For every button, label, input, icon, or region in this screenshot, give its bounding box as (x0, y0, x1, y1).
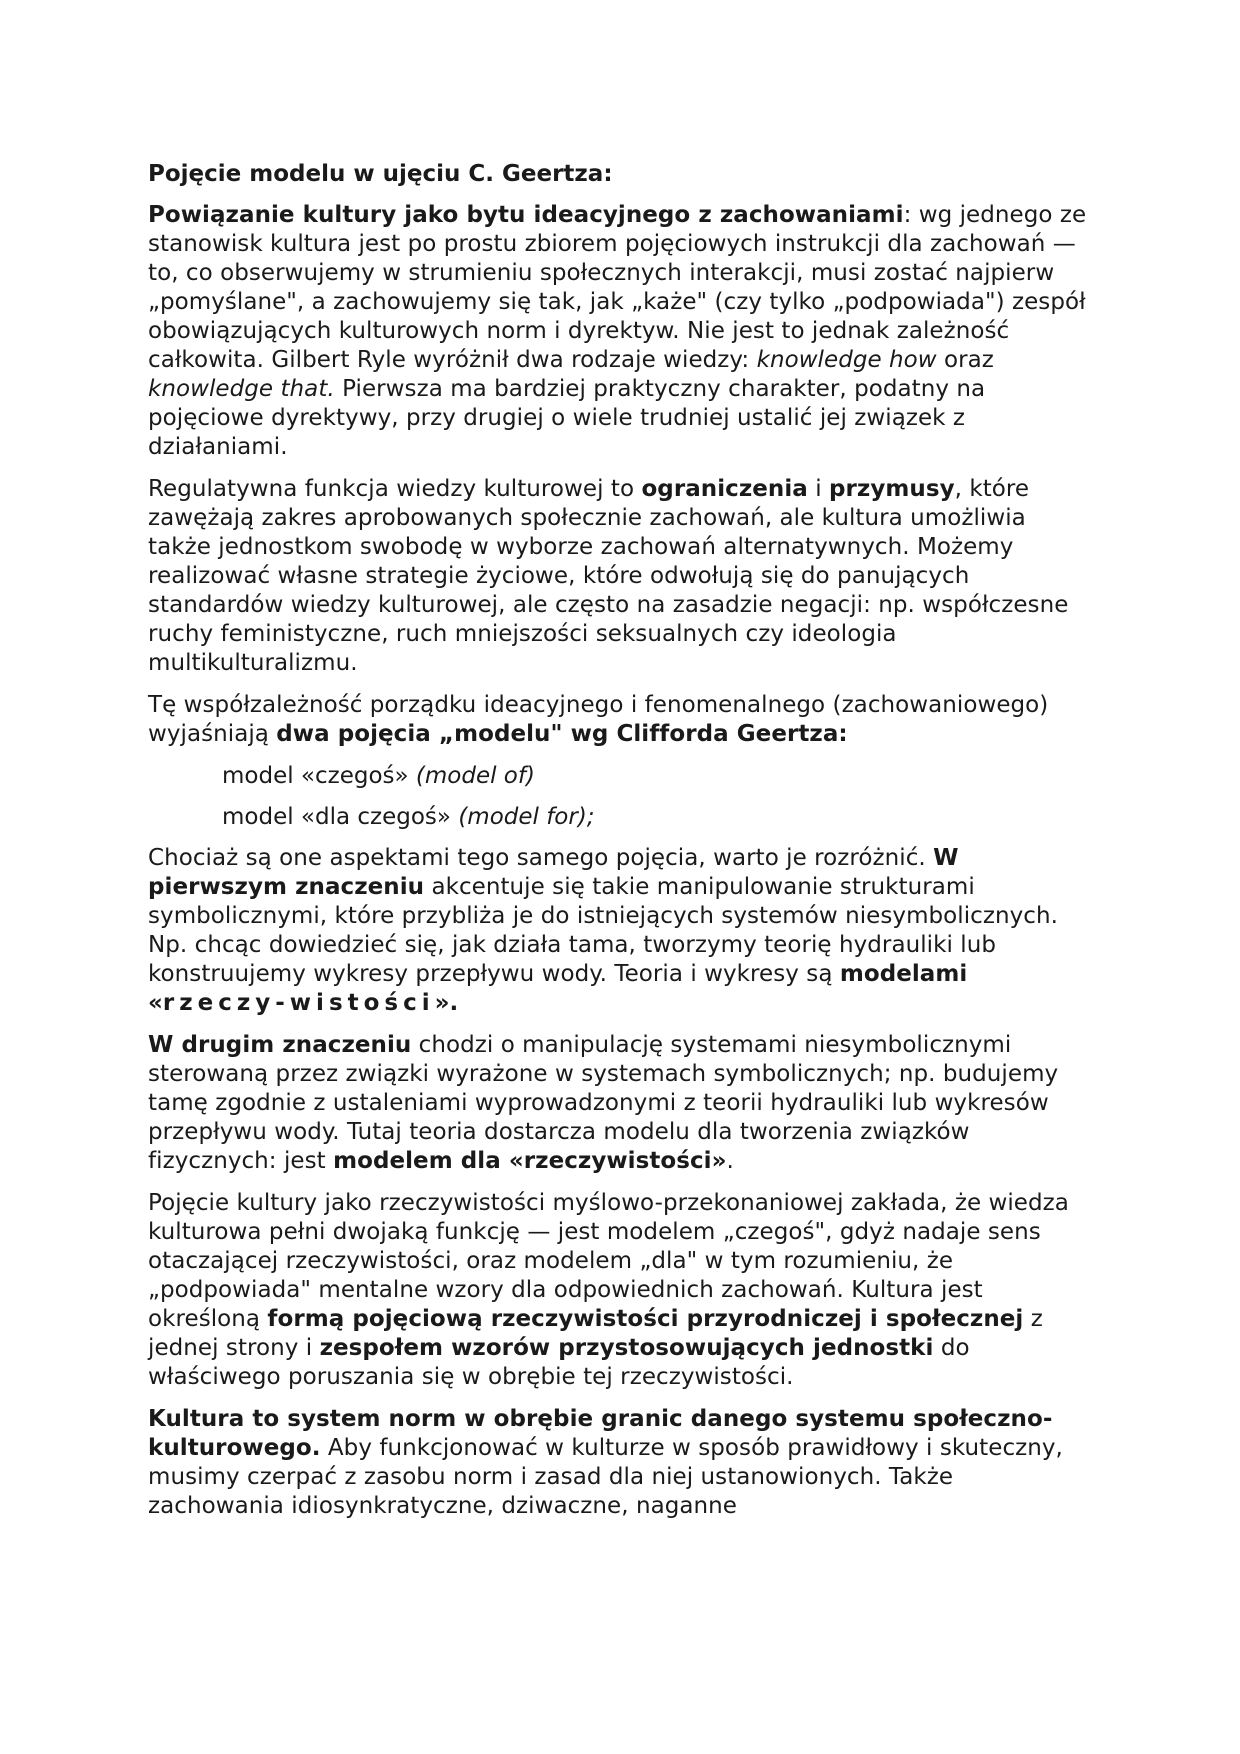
bold-phrase: W drugim znaczeniu (148, 1032, 412, 1058)
text-run: Aby funkcjonować w kulturze w sposób prawidłowy i skuteczny, musimy czerpać z zasobu norm i zasad dla niej ustanowionych. Także zachowania idiosynkratyczne, dziwaczne, naganne (148, 1435, 1063, 1519)
model-of-item (222, 762, 1092, 791)
text-run: Tę współzależność porządku ideacyjnego i fenomenalnego (zachowaniowego) wyjaśniają (148, 692, 1049, 747)
paragraph-second-meaning (148, 1031, 1092, 1176)
paragraph-dual-function (148, 1189, 1092, 1392)
text-run: , które zawężają zakres aprobowanych społecznie zachowań, ale kultura umożliwia także jednostkom swobodę w wyborze zachowań alternatywnych. Możemy realizować własne strategie życiowe, które odwołują się do panujących standardów wiedzy kulturowej, ale często na zasadzie negacji: np. współczesne ruchy feministyczne, ruch mniejszości seksualnych czy ideologia multikulturalizmu. (148, 476, 1069, 676)
italic-phrase: knowledge that. (148, 376, 335, 402)
text-run: . (726, 1148, 734, 1174)
bold-phrase: dwa pojęcia „modelu" wg Clifforda Geertza: (276, 721, 848, 747)
text-run: Pierwsza ma bardziej praktyczny charakter, podatny na pojęciowe dyrektywy, przy drugiej o wiele trudniej ustalić jej związek z działaniami. (148, 376, 986, 460)
text-run: Regulatywna funkcja wiedzy kulturowej to (148, 476, 642, 502)
text-run: oraz (936, 347, 994, 373)
bold-phrase: Kultura to system norm w obrębie granic danego systemu społeczno-kulturowego. (148, 1406, 1053, 1461)
bold-phrase: ograniczenia (641, 476, 808, 502)
model-for-item (222, 803, 1092, 832)
paragraph-behavior-link (148, 201, 1092, 462)
text-run: : wg jednego ze stanowisk kultura jest po prostu zbiorem pojęciowych instrukcji dla zachowań — to, co obserwujemy w strumieniu społecznych interakcji, musi zostać najpierw „pomyślane", a zachowujemy się tak, jak „każe" (czy tylko „podpowiada") zespół obowiązujących kulturowych norm i dyrektyw. Nie jest to jednak zależność całkowita. Gilbert Ryle wyróżnił dwa rodzaje wiedzy: (148, 202, 1087, 373)
bold-phrase: ». (434, 990, 459, 1016)
bold-phrase: zespołem wzorów przystosowujących jednostki (319, 1335, 934, 1361)
bold-phrase: W pierwszym znaczeniu (148, 845, 959, 900)
spaced-bold-phrase: rzeczy-wistości (162, 990, 435, 1016)
paragraph-norm-system (148, 1405, 1092, 1521)
document-title: Pojęcie modelu w ujęciu C. Geertza: (148, 161, 613, 187)
text-run: akcentuje się takie manipulowanie strukturami symbolicznymi, które przybliża je do istniejących systemów niesymbolicznych. Np. chcąc dowiedzieć się, jak działa tama, tworzymy teorię hydrauliki lub konstruujemy wykresy przepływu wody. Teoria i wykresy są (148, 874, 1058, 987)
paragraph-first-meaning (148, 844, 1092, 1018)
bold-phrase: Powiązanie kultury jako bytu ideacyjnego z zachowaniami (148, 202, 904, 228)
italic-phrase: knowledge how (756, 347, 937, 373)
paragraph-regulative-function (148, 475, 1092, 678)
text-run: Chociaż są one aspektami tego samego pojęcia, warto je rozróżnić. (148, 845, 934, 871)
bold-phrase: przymusy (829, 476, 955, 502)
bold-phrase: modelem dla «rzeczywistości» (333, 1148, 727, 1174)
bold-phrase: modelami « (148, 961, 968, 1016)
text-run: model «czegoś» (222, 763, 416, 789)
italic-phrase: (model of) (415, 763, 535, 789)
italic-phrase: (model for); (458, 804, 595, 830)
text-run: i (807, 476, 830, 502)
text-run: model «dla czegoś» (222, 804, 459, 830)
paragraph-interdependence (148, 691, 1092, 749)
text-run: Pojęcie kultury jako rzeczywistości myślowo-przekonaniowej zakłada, że wiedza kulturowa pełni dwojaką funkcję — jest modelem „czegoś", gdyż nadaje sens otaczającej rzeczywistości, oraz modelem „dla" w tym rozumieniu, że „podpowiada" mentalne wzory dla odpowiednich zachowań. Kultura jest określoną (148, 1190, 1069, 1332)
bold-phrase: formą pojęciową rzeczywistości przyrodniczej i społecznej (267, 1306, 1024, 1332)
text-run: chodzi o manipulację systemami niesymbolicznymi sterowaną przez związki wyrażone w systemach symbolicznych; np. budujemy tamę zgodnie z ustaleniami wyprowadzonymi z teorii hydrauliki lub wykresów przepływu wody. Tutaj teoria dostarcza modelu dla tworzenia związków fizycznych: jest (148, 1032, 1059, 1174)
text-run: z jednej strony i (148, 1306, 1043, 1361)
text-run: do właściwego poruszania się w obrębie tej rzeczywistości. (148, 1335, 970, 1390)
